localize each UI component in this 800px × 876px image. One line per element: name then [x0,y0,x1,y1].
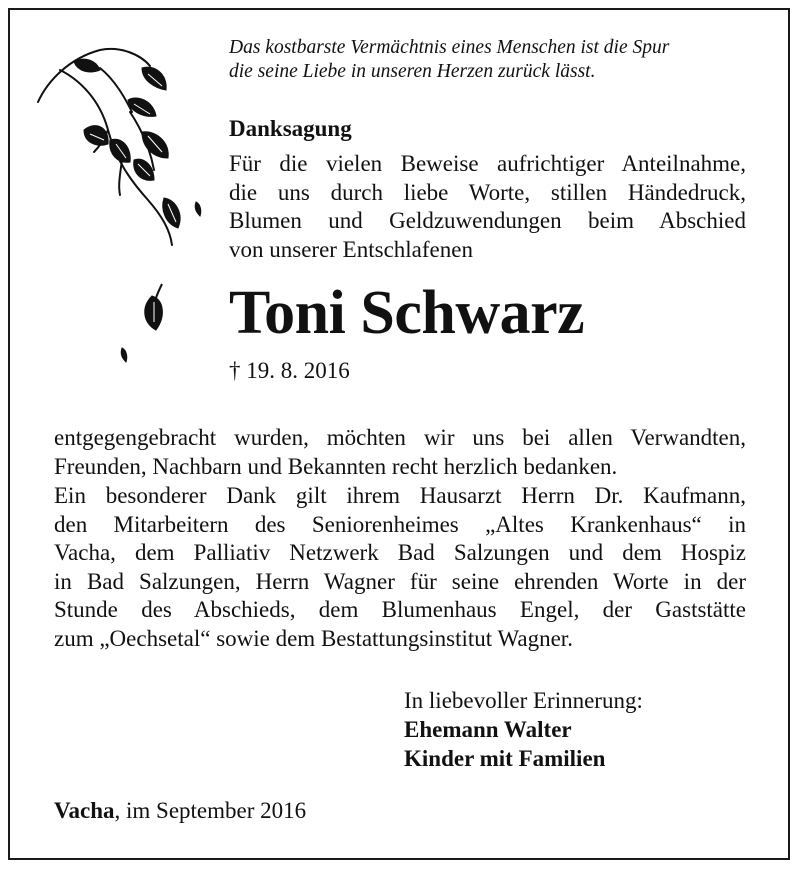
closing-phrase: In liebevoller Erinnerung: [404,688,643,713]
birch-branch-icon [30,40,230,420]
death-date: † 19. 8. 2016 [229,358,350,383]
paragraph-line: Ein besonderer Dank gilt ihrem Hausarzt Herrn Dr. Kaufmann, [54,483,746,508]
place-and-date [54,797,306,825]
paragraph-line: entgegengebracht wurden, möchten wir uns bei allen Verwandten, [54,425,746,450]
paragraph-line: Freunden, Nachbarn und Bekannten recht herzlich bedanken. [54,453,618,479]
signatory: Kinder mit Familien [404,746,606,771]
place-date: , im September 2016 [114,798,307,823]
quote-line: die seine Liebe in unseren Herzen zurück lässt. [229,61,596,82]
paragraph-line: zum „Oechsetal“ sowie dem Bestattungsinstitut Wagner. [54,625,573,651]
paragraph-line: in Bad Salzungen, Herrn Wagner für seine ehrenden Worte in der [54,568,746,594]
paragraph-line: den Mitarbeitern des Seniorenheimes „Altes Krankenhaus“ in [54,511,746,537]
page-heading: Danksagung [229,116,352,141]
place-city: Vacha [54,798,115,823]
signatory: Ehemann Walter [404,717,572,742]
intro-line: von unserer Entschlafenen [229,236,473,262]
intro-line: die uns durch liebe Worte, stillen Händedruck, [229,179,746,205]
quote-line: Das kostbarste Vermächtnis eines Menschen ist die Spur [229,37,670,58]
paragraph-line: Vacha, dem Palliativ Netzwerk Bad Salzungen und dem Hospiz [54,540,746,565]
epigraph-quote [229,36,774,84]
intro-line: Blumen und Geldzuwendungen beim Abschied [229,208,746,233]
special-thanks-paragraph [54,482,746,653]
deceased-name: Toni Schwarz [229,279,585,347]
thanks-paragraph [54,424,746,481]
paragraph-line: Stunde des Abschieds, dem Blumenhaus Engel, der Gaststätte [54,597,746,622]
intro-paragraph [229,150,746,264]
intro-line: Für die vielen Beweise aufrichtiger Anteilnahme, [229,151,746,176]
